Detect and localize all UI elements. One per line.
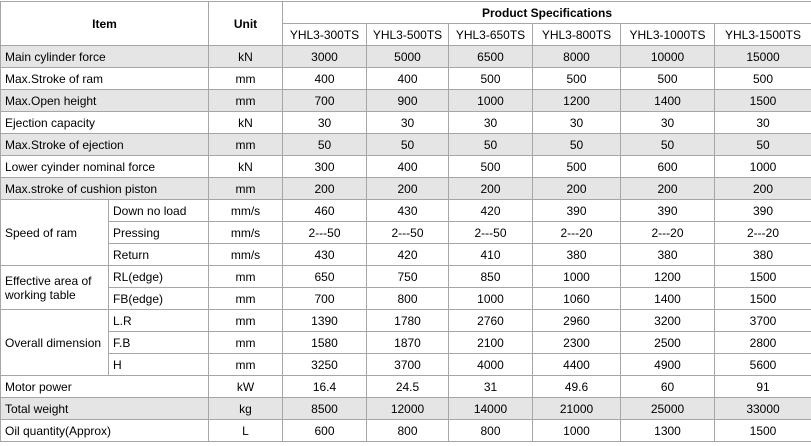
- group-label-area: Effective area of working table: [1, 266, 109, 310]
- model-header: YHL3-300TS: [283, 24, 367, 46]
- cell-value: 50: [283, 134, 367, 156]
- model-header: YHL3-650TS: [449, 24, 533, 46]
- cell-value: 700: [283, 288, 367, 310]
- cell-value: 30: [283, 112, 367, 134]
- cell-value: 2---20: [715, 222, 811, 244]
- table-row: [1, 134, 811, 156]
- cell-value: 4900: [621, 354, 715, 376]
- sub-label: FB(edge): [109, 288, 209, 310]
- row-unit: kN: [209, 46, 283, 68]
- cell-value: 1000: [533, 420, 621, 442]
- table-row: [1, 46, 811, 68]
- cell-value: 49.6: [533, 376, 621, 398]
- table-row: [1, 156, 811, 178]
- cell-value: 60: [621, 376, 715, 398]
- cell-value: 200: [621, 178, 715, 200]
- cell-value: 14000: [449, 398, 533, 420]
- cell-value: 500: [449, 156, 533, 178]
- cell-value: 6500: [449, 46, 533, 68]
- row-label: Max.stroke of cushion piston: [1, 178, 209, 200]
- model-header: YHL3-800TS: [533, 24, 621, 46]
- cell-value: 1500: [715, 288, 811, 310]
- cell-value: 420: [367, 244, 449, 266]
- cell-value: 25000: [621, 398, 715, 420]
- cell-value: 4000: [449, 354, 533, 376]
- cell-value: 1390: [283, 310, 367, 332]
- cell-value: 2---50: [367, 222, 449, 244]
- cell-value: 30: [533, 112, 621, 134]
- table-row: [1, 112, 811, 134]
- row-unit: mm: [209, 310, 283, 332]
- cell-value: 500: [533, 68, 621, 90]
- cell-value: 2300: [533, 332, 621, 354]
- row-unit: L: [209, 420, 283, 442]
- cell-value: 800: [367, 288, 449, 310]
- cell-value: 430: [367, 200, 449, 222]
- model-header: YHL3-500TS: [367, 24, 449, 46]
- cell-value: 380: [621, 244, 715, 266]
- row-unit: kW: [209, 376, 283, 398]
- cell-value: 1500: [715, 266, 811, 288]
- cell-value: 8000: [533, 46, 621, 68]
- row-unit: mm: [209, 332, 283, 354]
- cell-value: 650: [283, 266, 367, 288]
- cell-value: 3700: [715, 310, 811, 332]
- row-unit: mm: [209, 266, 283, 288]
- row-unit: mm: [209, 178, 283, 200]
- cell-value: 31: [449, 376, 533, 398]
- cell-value: 33000: [715, 398, 811, 420]
- row-unit: mm/s: [209, 222, 283, 244]
- cell-value: 500: [533, 156, 621, 178]
- table-row: [1, 244, 811, 266]
- row-label: Total weight: [1, 398, 209, 420]
- table-row: [1, 376, 811, 398]
- group-label-speed: Speed of ram: [1, 200, 109, 266]
- row-label: Max.Stroke of ram: [1, 68, 209, 90]
- row-label: Main cylinder force: [1, 46, 209, 68]
- cell-value: 200: [449, 178, 533, 200]
- cell-value: 800: [367, 420, 449, 442]
- cell-value: 5600: [715, 354, 811, 376]
- cell-value: 2---50: [283, 222, 367, 244]
- table-row: [1, 398, 811, 420]
- cell-value: 3700: [367, 354, 449, 376]
- cell-value: 1400: [621, 90, 715, 112]
- cell-value: 3000: [283, 46, 367, 68]
- cell-value: 200: [715, 178, 811, 200]
- cell-value: 400: [367, 68, 449, 90]
- row-unit: mm/s: [209, 200, 283, 222]
- cell-value: 850: [449, 266, 533, 288]
- cell-value: 400: [283, 68, 367, 90]
- row-label: Oil quantity(Approx): [1, 420, 209, 442]
- cell-value: 50: [621, 134, 715, 156]
- cell-value: 600: [621, 156, 715, 178]
- row-unit: kN: [209, 156, 283, 178]
- cell-value: 700: [283, 90, 367, 112]
- cell-value: 800: [449, 420, 533, 442]
- cell-value: 91: [715, 376, 811, 398]
- cell-value: 600: [283, 420, 367, 442]
- table-row: [1, 420, 811, 442]
- cell-value: 50: [533, 134, 621, 156]
- table-row: [1, 310, 811, 332]
- cell-value: 3200: [621, 310, 715, 332]
- cell-value: 1300: [621, 420, 715, 442]
- cell-value: 900: [367, 90, 449, 112]
- cell-value: 460: [283, 200, 367, 222]
- table-row: [1, 288, 811, 310]
- cell-value: 2---50: [449, 222, 533, 244]
- table-row: [1, 178, 811, 200]
- sub-label: Pressing: [109, 222, 209, 244]
- cell-value: 200: [367, 178, 449, 200]
- cell-value: 1580: [283, 332, 367, 354]
- cell-value: 1060: [533, 288, 621, 310]
- row-label: Lower cyinder nominal force: [1, 156, 209, 178]
- row-label: Max.Stroke of ejection: [1, 134, 209, 156]
- cell-value: 1200: [621, 266, 715, 288]
- row-label: Max.Open height: [1, 90, 209, 112]
- cell-value: 300: [283, 156, 367, 178]
- cell-value: 410: [449, 244, 533, 266]
- sub-label: Down no load: [109, 200, 209, 222]
- cell-value: 12000: [367, 398, 449, 420]
- cell-value: 500: [621, 68, 715, 90]
- cell-value: 2960: [533, 310, 621, 332]
- sub-label: H: [109, 354, 209, 376]
- cell-value: 8500: [283, 398, 367, 420]
- cell-value: 1400: [621, 288, 715, 310]
- group-label-dimension: Overall dimension: [1, 310, 109, 376]
- cell-value: 2500: [621, 332, 715, 354]
- row-unit: mm: [209, 134, 283, 156]
- header-product-specifications: Product Specifications: [283, 2, 811, 24]
- cell-value: 30: [449, 112, 533, 134]
- cell-value: 390: [621, 200, 715, 222]
- cell-value: 380: [533, 244, 621, 266]
- row-unit: mm: [209, 288, 283, 310]
- row-label: Motor power: [1, 376, 209, 398]
- cell-value: 1000: [533, 266, 621, 288]
- cell-value: 3250: [283, 354, 367, 376]
- table-row: [1, 68, 811, 90]
- table-row: [1, 200, 811, 222]
- cell-value: 400: [367, 156, 449, 178]
- cell-value: 390: [533, 200, 621, 222]
- cell-value: 50: [367, 134, 449, 156]
- cell-value: 1200: [533, 90, 621, 112]
- row-unit: kg: [209, 398, 283, 420]
- row-unit: kN: [209, 112, 283, 134]
- cell-value: 30: [715, 112, 811, 134]
- cell-value: 1500: [715, 90, 811, 112]
- header-unit: Unit: [209, 2, 283, 46]
- cell-value: 420: [449, 200, 533, 222]
- cell-value: 500: [449, 68, 533, 90]
- cell-value: 30: [367, 112, 449, 134]
- table-row: [1, 332, 811, 354]
- table-row: [1, 266, 811, 288]
- spec-table: [0, 1, 811, 442]
- cell-value: 2---20: [621, 222, 715, 244]
- cell-value: 2760: [449, 310, 533, 332]
- cell-value: 380: [715, 244, 811, 266]
- header-item: Item: [1, 2, 209, 46]
- cell-value: 50: [449, 134, 533, 156]
- row-unit: mm: [209, 90, 283, 112]
- cell-value: 1500: [715, 420, 811, 442]
- row-label: Ejection capacity: [1, 112, 209, 134]
- cell-value: 2---20: [533, 222, 621, 244]
- cell-value: 5000: [367, 46, 449, 68]
- sub-label: L.R: [109, 310, 209, 332]
- cell-value: 1000: [449, 90, 533, 112]
- cell-value: 15000: [715, 46, 811, 68]
- table-row: [1, 90, 811, 112]
- cell-value: 200: [283, 178, 367, 200]
- cell-value: 30: [621, 112, 715, 134]
- cell-value: 750: [367, 266, 449, 288]
- cell-value: 50: [715, 134, 811, 156]
- cell-value: 4400: [533, 354, 621, 376]
- cell-value: 1000: [715, 156, 811, 178]
- row-unit: mm/s: [209, 244, 283, 266]
- cell-value: 10000: [621, 46, 715, 68]
- cell-value: 1000: [449, 288, 533, 310]
- model-header: YHL3-1500TS: [715, 24, 811, 46]
- sub-label: Return: [109, 244, 209, 266]
- cell-value: 500: [715, 68, 811, 90]
- model-header: YHL3-1000TS: [621, 24, 715, 46]
- sub-label: RL(edge): [109, 266, 209, 288]
- cell-value: 2800: [715, 332, 811, 354]
- cell-value: 21000: [533, 398, 621, 420]
- cell-value: 2100: [449, 332, 533, 354]
- table-row: [1, 222, 811, 244]
- cell-value: 1780: [367, 310, 449, 332]
- cell-value: 16.4: [283, 376, 367, 398]
- cell-value: 390: [715, 200, 811, 222]
- cell-value: 200: [533, 178, 621, 200]
- cell-value: 430: [283, 244, 367, 266]
- cell-value: 24.5: [367, 376, 449, 398]
- row-unit: mm: [209, 68, 283, 90]
- sub-label: F.B: [109, 332, 209, 354]
- table-row: [1, 354, 811, 376]
- cell-value: 1870: [367, 332, 449, 354]
- row-unit: mm: [209, 354, 283, 376]
